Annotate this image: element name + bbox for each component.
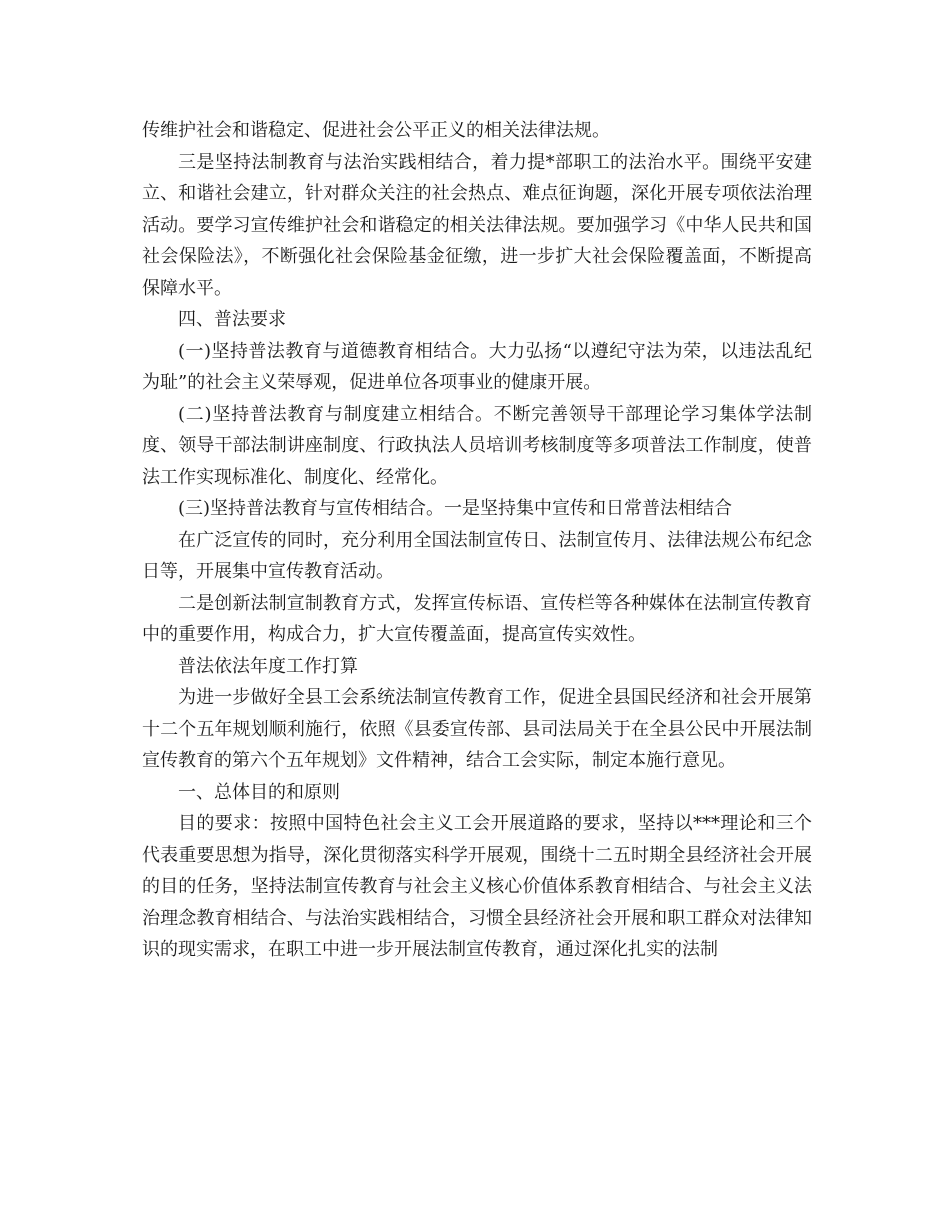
document-body: [142, 115, 812, 966]
paragraph-2: 三是坚持法制教育与法治实践相结合，着力提*部职工的法治水平。围绕平安建立、和谐社会建立，针对群众关注的社会热点、难点征询题，深化开展专项依法治理活动。要学习宣传维护社会和谐稳定的相关法律法规。要加强学习《中华人民共和国社会保险法》，不断强化社会保险基金征缴，进一步扩大社会保险覆盖面，不断提高保障水平。: [142, 151, 812, 299]
paragraph-10: 为进一步做好全县工会系统法制宣传教育工作，促进全县国民经济和社会开展第十二个五年规划顺利施行，依照《县委宣传部、县司法局关于在全县公民中开展法制宣传教育的第六个五年规划》文件精神，结合工会实际，制定本施行意见。: [142, 687, 812, 771]
paragraph-4: (一)坚持普法教育与道德教育相结合。大力弘扬“以遵纪守法为荣，以违法乱纪为耻”的社会主义荣辱观，促进单位各项事业的健康开展。: [142, 340, 812, 393]
paragraph-6: (三)坚持普法教育与宣传相结合。一是坚持集中宣传和日常普法相结合: [178, 498, 733, 519]
paragraph-1: 传维护社会和谐稳定、促进社会公平正义的相关法律法规。: [142, 120, 610, 141]
section-heading-4: 四、普法要求: [178, 309, 286, 330]
document-subtitle: 普法依法年度工作打算: [178, 655, 358, 677]
paragraph-5: (二)坚持普法教育与制度建立相结合。不断完善领导干部理论学习集体学法制度、领导干部法制讲座制度、行政执法人员培训考核制度等多项普法工作制度，使普法工作实现标准化、制度化、经常化。: [142, 403, 812, 488]
section-heading-1: 一、总体目的和原则: [178, 781, 340, 803]
paragraph-8: 二是创新法制宣制教育方式，发挥宣传标语、宣传栏等各种媒体在法制宣传教育中的重要作用，构成合力，扩大宣传覆盖面，提高宣传实效性。: [142, 592, 812, 645]
paragraph-12: 目的要求：按照中国特色社会主义工会开展道路的要求，坚持以***理论和三个代表重要思想为指导，深化贯彻落实科学开展观，围绕十二五时期全县经济社会开展的目的任务，坚持法制宣传教育与社会主义核心价值体系教育相结合、与社会主义法治理念教育相结合、与法治实践相结合，习惯全县经济社会开展和职工群众对法律知识的现实需求，在职工中进一步开展法制宣传教育，通过深化扎实的法制: [142, 813, 812, 960]
paragraph-7: 在广泛宣传的同时，充分利用全国法制宣传日、法制宣传月、法律法规公布纪念日等，开展集中宣传教育活动。: [142, 529, 812, 582]
